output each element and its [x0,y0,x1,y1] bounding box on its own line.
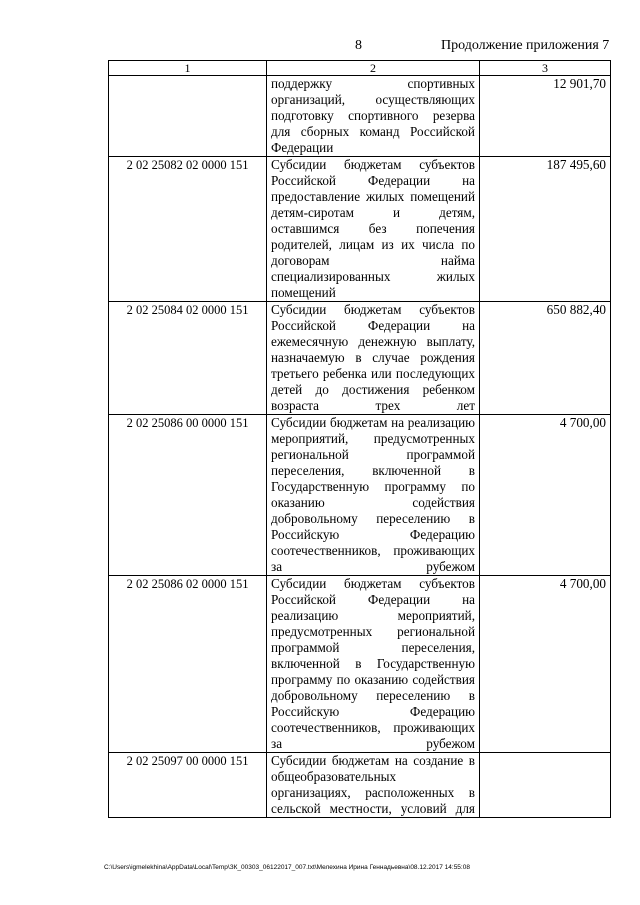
budget-description: Субсидии бюджетам на создание в общеобразовательных организациях, расположенных в сельской местности, условий для [267,753,480,818]
budget-description: Субсидии бюджетам субъектов Российской Федерации на предоставление жилых помещений детям-сиротам и детям, оставшимся без попечения родителей, лицам из их числа по договорам найма специализированных жилых помещений [267,157,480,302]
table-header-row [109,61,611,76]
page-number: 8 [355,38,362,53]
budget-code: 2 02 25086 00 0000 151 [109,415,267,576]
budget-code: 2 02 25082 02 0000 151 [109,157,267,302]
column-header-code: 1 [109,61,267,76]
budget-table [108,60,611,818]
budget-code: 2 02 25086 02 0000 151 [109,576,267,753]
budget-code: 2 02 25084 02 0000 151 [109,302,267,415]
table-row [109,576,611,753]
column-header-description: 2 [267,61,480,76]
table-row [109,415,611,576]
budget-amount: 187 495,60 [480,157,611,302]
budget-description: Субсидии бюджетам субъектов Российской Федерации на ежемесячную денежную выплату, назначаемую в случае рождения третьего ребенка или последующих детей до достижения ребенком возраста трех лет [267,302,480,415]
budget-amount [480,753,611,818]
file-path-footer: C:\Users\igmelekhina\AppData\Local\Temp\ЗК_00303_06122017_007.txt\Мелехина Ирина Геннадьевна\08.12.2017 14:55:08 [104,864,470,871]
table-row [109,753,611,818]
continuation-title: Продолжение приложения 7 [441,38,610,53]
budget-code: 2 02 25097 00 0000 151 [109,753,267,818]
table-row [109,76,611,157]
column-header-amount: 3 [480,61,611,76]
budget-amount: 4 700,00 [480,415,611,576]
budget-amount: 12 901,70 [480,76,611,157]
budget-description: Субсидии бюджетам на реализацию мероприятий, предусмотренных региональной программой переселения, включенной в Государственную программу по оказанию содействия добровольному переселению в Российскую Федерацию соотечественников, проживающих за рубежом [267,415,480,576]
table-row [109,157,611,302]
budget-code [109,76,267,157]
table-row [109,302,611,415]
budget-amount: 4 700,00 [480,576,611,753]
budget-description: поддержку спортивных организаций, осуществляющих подготовку спортивного резерва для сборных команд Российской Федерации [267,76,480,157]
budget-amount: 650 882,40 [480,302,611,415]
budget-description: Субсидии бюджетам субъектов Российской Федерации на реализацию мероприятий, предусмотренных региональной программой переселения, включенной в Государственную программу по оказанию содействия добровольному переселению в Российскую Федерацию соотечественников, проживающих за рубежом [267,576,480,753]
